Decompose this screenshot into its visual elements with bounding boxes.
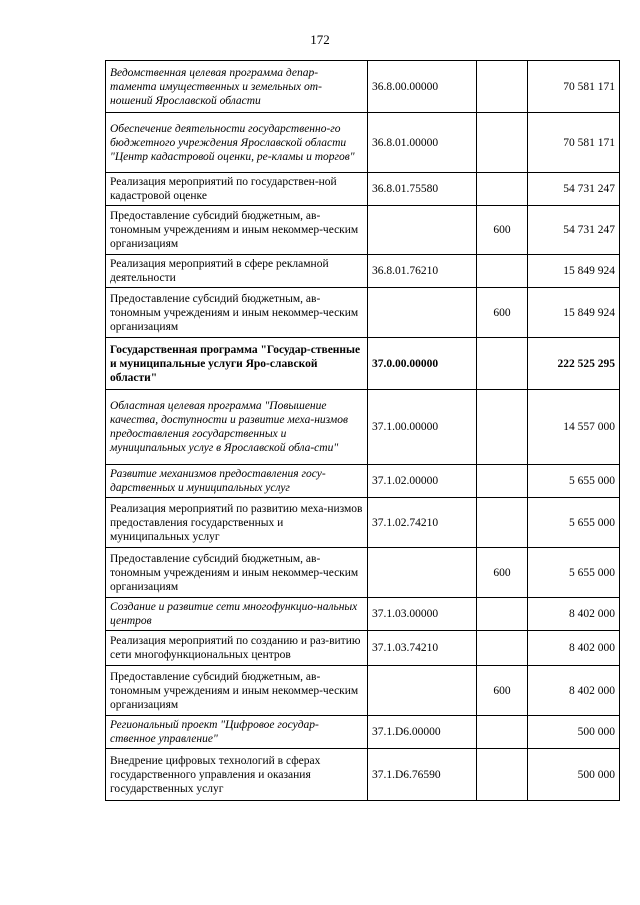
row-sum-cell: 222 525 295 <box>528 338 620 390</box>
row-code-cell <box>368 548 477 598</box>
row-code-cell: 36.8.01.75580 <box>368 173 477 206</box>
row-name-cell: Областная целевая программа "Повышение качества, доступности и развитие меха-низмов предоставления государственных и муниципальных услуг в Ярославской обла-сти" <box>106 390 368 465</box>
row-name-cell: Реализация мероприятий по государствен-ной кадастровой оценке <box>106 173 368 206</box>
row-sum-cell: 14 557 000 <box>528 390 620 465</box>
table-row <box>106 631 620 666</box>
row-expense-type-cell <box>477 113 528 173</box>
row-code-cell: 37.1.02.74210 <box>368 498 477 548</box>
table-row <box>106 749 620 801</box>
table-row <box>106 548 620 598</box>
row-sum-cell: 54 731 247 <box>528 173 620 206</box>
row-sum-cell: 70 581 171 <box>528 113 620 173</box>
row-expense-type-cell <box>477 749 528 801</box>
table-row <box>106 173 620 206</box>
row-expense-type-cell <box>477 498 528 548</box>
row-name-cell: Предоставление субсидий бюджетным, ав-тономным учреждениям и иным некоммер-ческим организациям <box>106 206 368 255</box>
row-code-cell: 37.1.D6.00000 <box>368 716 477 749</box>
row-sum-cell: 8 402 000 <box>528 598 620 631</box>
row-expense-type-cell <box>477 173 528 206</box>
table-row <box>106 338 620 390</box>
row-name-cell: Обеспечение деятельности государственно-го бюджетного учреждения Ярославской области "Центр кадастровой оценки, ре-кламы и торгов" <box>106 113 368 173</box>
budget-table <box>105 60 620 801</box>
row-code-cell: 37.1.00.00000 <box>368 390 477 465</box>
row-name-cell: Создание и развитие сети многофункцио-нальных центров <box>106 598 368 631</box>
row-expense-type-cell <box>477 255 528 288</box>
row-sum-cell: 70 581 171 <box>528 61 620 113</box>
row-expense-type-cell <box>477 598 528 631</box>
row-code-cell: 37.1.03.74210 <box>368 631 477 666</box>
page-number: 172 <box>310 32 330 47</box>
row-sum-cell: 15 849 924 <box>528 288 620 338</box>
row-code-cell: 37.1.02.00000 <box>368 465 477 498</box>
table-row <box>106 598 620 631</box>
row-sum-cell: 8 402 000 <box>528 631 620 666</box>
row-name-cell: Реализация мероприятий в сфере рекламной деятельности <box>106 255 368 288</box>
row-expense-type-cell: 600 <box>477 206 528 255</box>
table-row <box>106 390 620 465</box>
row-name-cell: Внедрение цифровых технологий в сферах государственного управления и оказания государственных услуг <box>106 749 368 801</box>
table-row <box>106 113 620 173</box>
table-row <box>106 716 620 749</box>
row-name-cell: Развитие механизмов предоставления госу-дарственных и муниципальных услуг <box>106 465 368 498</box>
row-expense-type-cell <box>477 61 528 113</box>
table-row <box>106 465 620 498</box>
row-expense-type-cell: 600 <box>477 288 528 338</box>
row-code-cell <box>368 666 477 716</box>
row-sum-cell: 54 731 247 <box>528 206 620 255</box>
row-expense-type-cell <box>477 716 528 749</box>
row-name-cell: Предоставление субсидий бюджетным, ав-тономным учреждениям и иным некоммер-ческим организациям <box>106 288 368 338</box>
row-expense-type-cell <box>477 631 528 666</box>
row-code-cell: 36.8.01.76210 <box>368 255 477 288</box>
row-name-cell: Государственная программа "Государ-ственные и муниципальные услуги Яро-славской области" <box>106 338 368 390</box>
row-name-cell: Предоставление субсидий бюджетным, ав-тономным учреждениям и иным некоммер-ческим организациям <box>106 548 368 598</box>
table-row <box>106 206 620 255</box>
row-expense-type-cell: 600 <box>477 666 528 716</box>
row-sum-cell: 5 655 000 <box>528 498 620 548</box>
table-row <box>106 288 620 338</box>
row-expense-type-cell <box>477 465 528 498</box>
row-expense-type-cell <box>477 390 528 465</box>
budget-table-body <box>106 61 620 801</box>
row-name-cell: Ведомственная целевая программа депар-тамента имущественных и земельных от-ношений Ярославской области <box>106 61 368 113</box>
row-sum-cell: 5 655 000 <box>528 465 620 498</box>
row-name-cell: Реализация мероприятий по созданию и раз-витию сети многофункциональных центров <box>106 631 368 666</box>
row-sum-cell: 8 402 000 <box>528 666 620 716</box>
row-name-cell: Региональный проект "Цифровое государ-ственное управление" <box>106 716 368 749</box>
row-sum-cell: 500 000 <box>528 716 620 749</box>
row-code-cell: 37.1.03.00000 <box>368 598 477 631</box>
row-code-cell <box>368 206 477 255</box>
row-expense-type-cell: 600 <box>477 548 528 598</box>
table-row <box>106 666 620 716</box>
row-expense-type-cell <box>477 338 528 390</box>
row-sum-cell: 500 000 <box>528 749 620 801</box>
row-code-cell <box>368 288 477 338</box>
row-name-cell: Предоставление субсидий бюджетным, ав-тономным учреждениям и иным некоммер-ческим организациям <box>106 666 368 716</box>
row-code-cell: 36.8.00.00000 <box>368 61 477 113</box>
row-code-cell: 37.0.00.00000 <box>368 338 477 390</box>
table-row <box>106 255 620 288</box>
row-sum-cell: 5 655 000 <box>528 548 620 598</box>
row-sum-cell: 15 849 924 <box>528 255 620 288</box>
table-row <box>106 498 620 548</box>
row-code-cell: 37.1.D6.76590 <box>368 749 477 801</box>
table-row <box>106 61 620 113</box>
row-name-cell: Реализация мероприятий по развитию меха-низмов предоставления государственных и муниципальных услуг <box>106 498 368 548</box>
row-code-cell: 36.8.01.00000 <box>368 113 477 173</box>
